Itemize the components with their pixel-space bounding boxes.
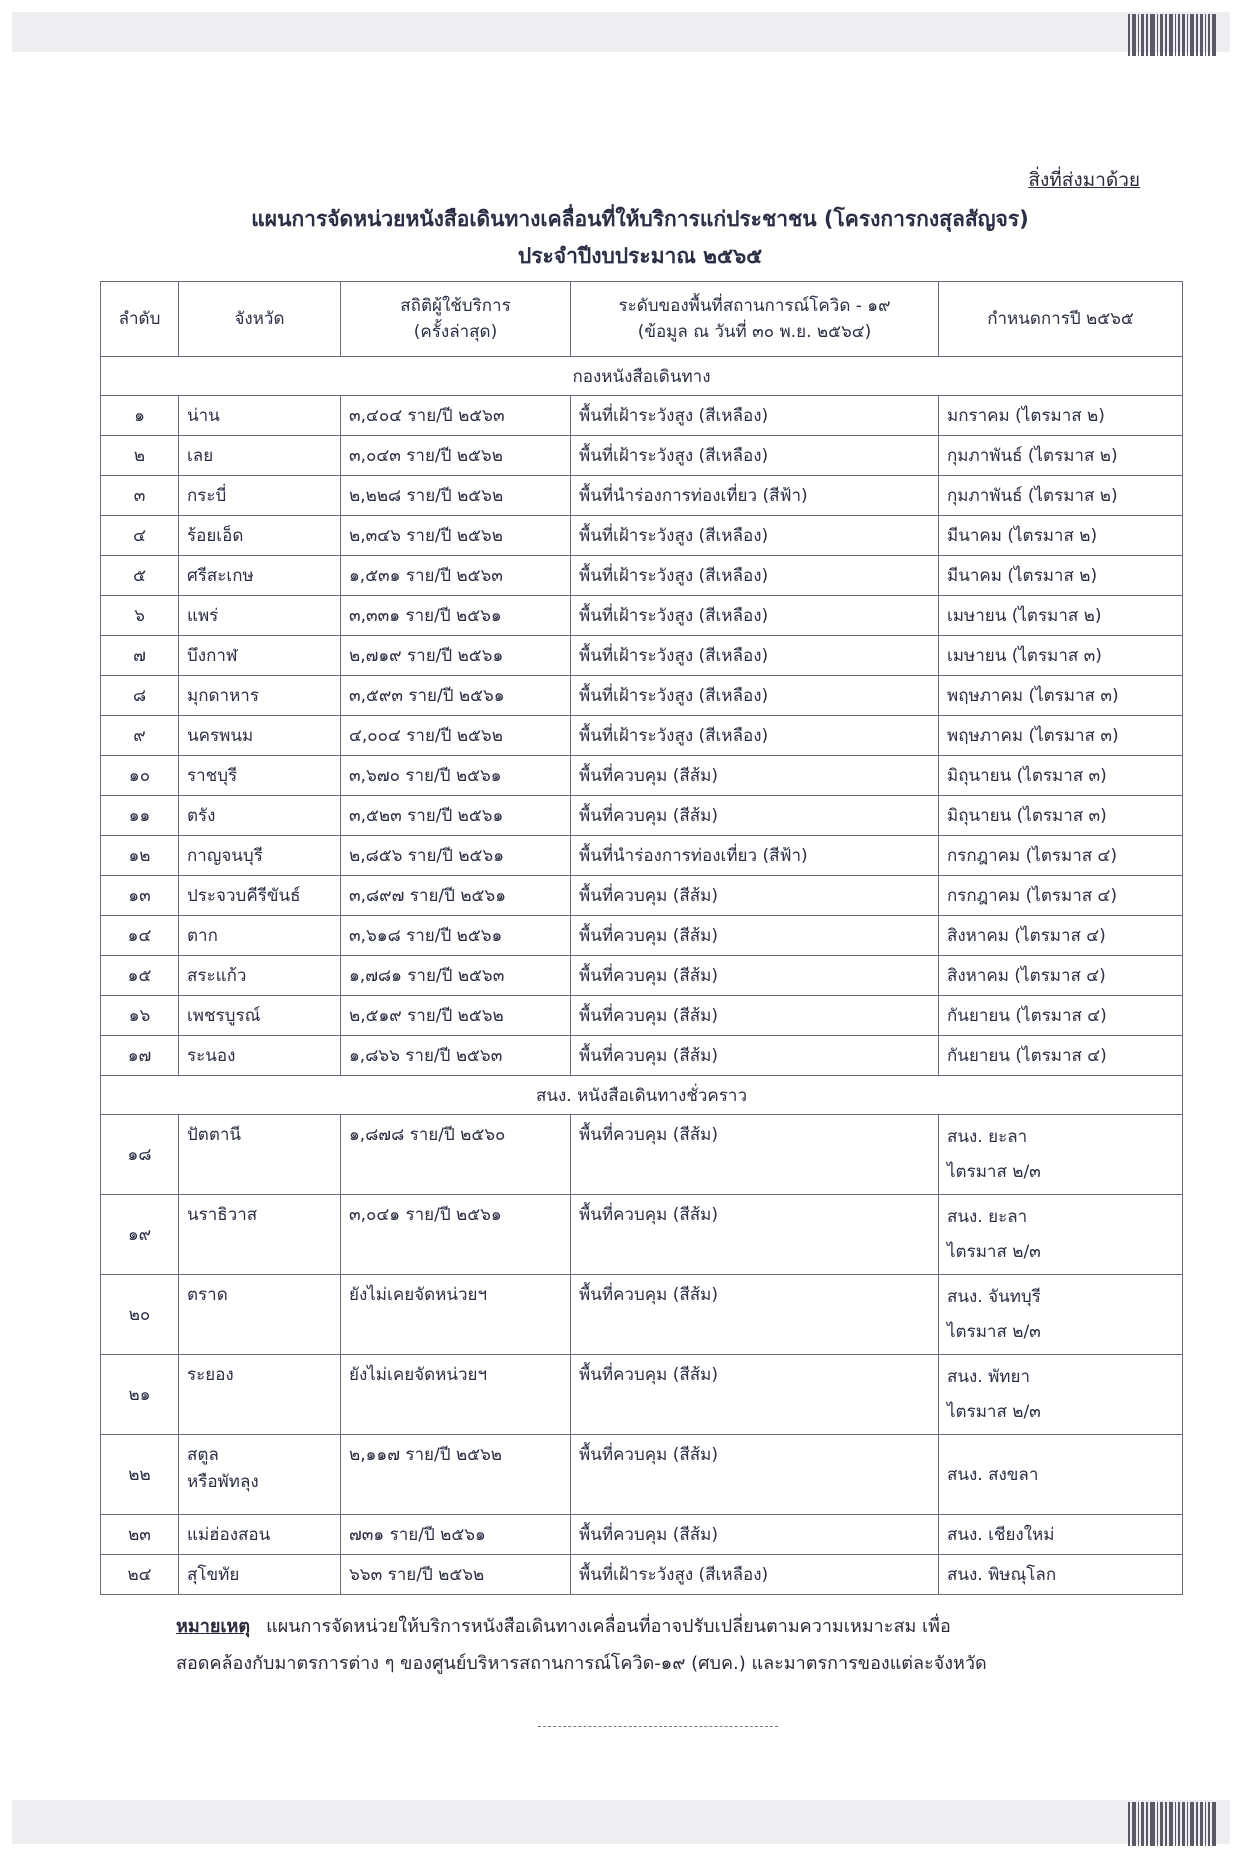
cell-no: ๙ <box>101 716 179 756</box>
cell-province: กระบี่ <box>179 476 341 516</box>
cell-no: ๔ <box>101 516 179 556</box>
table-row <box>101 476 1183 516</box>
cell-province: ราชบุรี <box>179 756 341 796</box>
cell-stats: ๒,๓๔๖ ราย/ปี ๒๕๖๒ <box>341 516 571 556</box>
cell-stats: ๓,๓๓๑ ราย/ปี ๒๕๖๑ <box>341 596 571 636</box>
col-header-schedule: กำหนดการปี ๒๕๖๕ <box>939 282 1183 357</box>
cell-province: ปัตตานี <box>179 1115 341 1195</box>
cell-no: ๒ <box>101 436 179 476</box>
cell-no: ๒๔ <box>101 1555 179 1595</box>
cell-stats: ๒,๘๕๖ ราย/ปี ๒๕๖๑ <box>341 836 571 876</box>
cell-province: ระยอง <box>179 1355 341 1435</box>
cell-province <box>179 1435 341 1515</box>
cell-no: ๖ <box>101 596 179 636</box>
cell-no: ๑๓ <box>101 876 179 916</box>
province-alternate: หรือพัทลุง <box>187 1472 259 1492</box>
cell-schedule: มีนาคม (ไตรมาส ๒) <box>939 556 1183 596</box>
table-row <box>101 956 1183 996</box>
table-row <box>101 1115 1183 1195</box>
cell-no: ๑๔ <box>101 916 179 956</box>
cell-schedule: สิงหาคม (ไตรมาส ๔) <box>939 956 1183 996</box>
cell-schedule: พฤษภาคม (ไตรมาส ๓) <box>939 676 1183 716</box>
schedule-quarter: ไตรมาส ๒/๓ <box>947 1401 1041 1422</box>
cell-covid-area: พื้นที่ควบคุม (สีส้ม) <box>571 1275 939 1355</box>
cell-no: ๗ <box>101 636 179 676</box>
cell-no: ๓ <box>101 476 179 516</box>
cell-covid-area: พื้นที่เฝ้าระวังสูง (สีเหลือง) <box>571 516 939 556</box>
cell-stats: ๒,๑๑๗ ราย/ปี ๒๕๖๒ <box>341 1435 571 1515</box>
cell-no: ๑๖ <box>101 996 179 1036</box>
cell-province: ตราด <box>179 1275 341 1355</box>
table-row <box>101 436 1183 476</box>
footnote-label: หมายเหตุ <box>176 1616 251 1637</box>
cell-schedule: กุมภาพันธ์ (ไตรมาส ๒) <box>939 476 1183 516</box>
col-header-stats-line2: (ครั้งล่าสุด) <box>413 322 498 342</box>
cell-province: ตาก <box>179 916 341 956</box>
cell-province: ตรัง <box>179 796 341 836</box>
table-row <box>101 1515 1183 1555</box>
cell-schedule: กรกฎาคม (ไตรมาส ๔) <box>939 876 1183 916</box>
scan-border-bottom <box>12 1800 1230 1844</box>
cell-no: ๑๗ <box>101 1036 179 1076</box>
cell-province: แพร่ <box>179 596 341 636</box>
cell-province: น่าน <box>179 396 341 436</box>
footer-divider <box>538 1726 778 1727</box>
cell-no: ๘ <box>101 676 179 716</box>
cell-schedule: กันยายน (ไตรมาส ๔) <box>939 1036 1183 1076</box>
cell-schedule: สนง. พิษณุโลก <box>939 1555 1183 1595</box>
table-row <box>101 996 1183 1036</box>
cell-province: นราธิวาส <box>179 1195 341 1275</box>
cell-stats: ๓,๕๒๓ ราย/ปี ๒๕๖๑ <box>341 796 571 836</box>
cell-schedule <box>939 1275 1183 1355</box>
cell-covid-area: พื้นที่ควบคุม (สีส้ม) <box>571 1435 939 1515</box>
table-row <box>101 516 1183 556</box>
cell-no: ๑๒ <box>101 836 179 876</box>
cell-stats: ๓,๘๙๗ ราย/ปี ๒๕๖๑ <box>341 876 571 916</box>
cell-province: ศรีสะเกษ <box>179 556 341 596</box>
cell-province: บึงกาฬ <box>179 636 341 676</box>
cell-stats: ยังไม่เคยจัดหน่วยฯ <box>341 1275 571 1355</box>
cell-province: นครพนม <box>179 716 341 756</box>
cell-covid-area: พื้นที่ควบคุม (สีส้ม) <box>571 1515 939 1555</box>
table-row <box>101 796 1183 836</box>
enclosure-label: สิ่งที่ส่งมาด้วย <box>1028 169 1140 191</box>
cell-no: ๑๑ <box>101 796 179 836</box>
province-primary: สตูล <box>187 1445 219 1465</box>
cell-schedule: กุมภาพันธ์ (ไตรมาส ๒) <box>939 436 1183 476</box>
plan-table <box>100 281 1183 1595</box>
cell-schedule: มิถุนายน (ไตรมาส ๓) <box>939 796 1183 836</box>
cell-province: มุกดาหาร <box>179 676 341 716</box>
cell-no: ๑ <box>101 396 179 436</box>
cell-province: กาญจนบุรี <box>179 836 341 876</box>
table-row <box>101 876 1183 916</box>
schedule-quarter: ไตรมาส ๒/๓ <box>947 1161 1041 1182</box>
schedule-office: สนง. ยะลา <box>947 1126 1028 1147</box>
cell-covid-area: พื้นที่ควบคุม (สีส้ม) <box>571 876 939 916</box>
cell-stats: ๒,๗๑๙ ราย/ปี ๒๕๖๑ <box>341 636 571 676</box>
footnote <box>176 1608 1186 1682</box>
cell-stats: ๓,๖๑๘ ราย/ปี ๒๕๖๑ <box>341 916 571 956</box>
cell-covid-area: พื้นที่ควบคุม (สีส้ม) <box>571 1115 939 1195</box>
cell-province: ประจวบคีรีขันธ์ <box>179 876 341 916</box>
schedule-office: สนง. พัทยา <box>947 1366 1031 1387</box>
cell-schedule: มกราคม (ไตรมาส ๒) <box>939 396 1183 436</box>
cell-stats: ๖๖๓ ราย/ปี ๒๕๖๒ <box>341 1555 571 1595</box>
cell-stats: ๔,๐๐๔ ราย/ปี ๒๕๖๒ <box>341 716 571 756</box>
schedule-quarter: ไตรมาส ๒/๓ <box>947 1241 1041 1262</box>
table-row <box>101 1036 1183 1076</box>
cell-stats: ๓,๐๔๓ ราย/ปี ๒๕๖๒ <box>341 436 571 476</box>
cell-stats: ๒,๒๒๘ ราย/ปี ๒๕๖๒ <box>341 476 571 516</box>
col-header-covid-line1: ระดับของพื้นที่สถานการณ์โควิด - ๑๙ <box>618 296 891 316</box>
barcode-mark-bottom <box>1128 1802 1224 1846</box>
cell-covid-area: พื้นที่นำร่องการท่องเที่ยว (สีฟ้า) <box>571 476 939 516</box>
table-row <box>101 1355 1183 1435</box>
table-row <box>101 556 1183 596</box>
cell-covid-area: พื้นที่เฝ้าระวังสูง (สีเหลือง) <box>571 676 939 716</box>
cell-schedule: เมษายน (ไตรมาส ๓) <box>939 636 1183 676</box>
cell-stats: ๒,๕๑๙ ราย/ปี ๒๕๖๒ <box>341 996 571 1036</box>
cell-province: ร้อยเอ็ด <box>179 516 341 556</box>
section-title: กองหนังสือเดินทาง <box>101 357 1183 396</box>
table-row <box>101 396 1183 436</box>
cell-stats: ๑,๕๓๑ ราย/ปี ๒๕๖๓ <box>341 556 571 596</box>
cell-covid-area: พื้นที่เฝ้าระวังสูง (สีเหลือง) <box>571 436 939 476</box>
section-row-passport-division <box>101 357 1183 396</box>
cell-covid-area: พื้นที่เฝ้าระวังสูง (สีเหลือง) <box>571 396 939 436</box>
table-row <box>101 756 1183 796</box>
cell-covid-area: พื้นที่เฝ้าระวังสูง (สีเหลือง) <box>571 556 939 596</box>
col-header-no: ลำดับ <box>101 282 179 357</box>
cell-province: เลย <box>179 436 341 476</box>
cell-schedule <box>939 1355 1183 1435</box>
col-header-covid-area <box>571 282 939 357</box>
col-header-covid-line2: (ข้อมูล ณ วันที่ ๓๐ พ.ย. ๒๕๖๔) <box>637 322 872 342</box>
cell-no: ๒๒ <box>101 1435 179 1515</box>
cell-province: ระนอง <box>179 1036 341 1076</box>
col-header-province: จังหวัด <box>179 282 341 357</box>
cell-covid-area: พื้นที่ควบคุม (สีส้ม) <box>571 996 939 1036</box>
cell-stats: ๑,๗๘๑ ราย/ปี ๒๕๖๓ <box>341 956 571 996</box>
cell-schedule: สิงหาคม (ไตรมาส ๔) <box>939 916 1183 956</box>
cell-covid-area: พื้นที่ควบคุม (สีส้ม) <box>571 956 939 996</box>
cell-no: ๒๓ <box>101 1515 179 1555</box>
cell-schedule: มีนาคม (ไตรมาส ๒) <box>939 516 1183 556</box>
scan-border-top <box>12 12 1230 52</box>
cell-stats: ๓,๐๔๑ ราย/ปี ๒๕๖๑ <box>341 1195 571 1275</box>
cell-no: ๑๐ <box>101 756 179 796</box>
cell-covid-area: พื้นที่ควบคุม (สีส้ม) <box>571 916 939 956</box>
col-header-stats-line1: สถิติผู้ใช้บริการ <box>400 296 511 316</box>
table-row <box>101 596 1183 636</box>
document-title: แผนการจัดหน่วยหนังสือเดินทางเคลื่อนที่ให้บริการแก่ประชาชน (โครงการกงสุลสัญจร) <box>251 207 1029 231</box>
cell-no: ๑๙ <box>101 1195 179 1275</box>
cell-covid-area: พื้นที่ควบคุม (สีส้ม) <box>571 1036 939 1076</box>
cell-province: สุโขทัย <box>179 1555 341 1595</box>
cell-stats: ๑,๘๖๖ ราย/ปี ๒๕๖๓ <box>341 1036 571 1076</box>
cell-covid-area: พื้นที่เฝ้าระวังสูง (สีเหลือง) <box>571 596 939 636</box>
cell-covid-area: พื้นที่เฝ้าระวังสูง (สีเหลือง) <box>571 716 939 756</box>
cell-covid-area: พื้นที่ควบคุม (สีส้ม) <box>571 1195 939 1275</box>
cell-stats: ๓,๕๙๓ ราย/ปี ๒๕๖๑ <box>341 676 571 716</box>
section-row-temporary-passport-office <box>101 1076 1183 1115</box>
table-row <box>101 636 1183 676</box>
cell-schedule: สนง. เชียงใหม่ <box>939 1515 1183 1555</box>
cell-stats: ๓,๔๐๔ ราย/ปี ๒๕๖๓ <box>341 396 571 436</box>
table-row <box>101 1435 1183 1515</box>
table-row <box>101 676 1183 716</box>
cell-no: ๒๐ <box>101 1275 179 1355</box>
cell-covid-area: พื้นที่ควบคุม (สีส้ม) <box>571 796 939 836</box>
cell-schedule: เมษายน (ไตรมาส ๒) <box>939 596 1183 636</box>
cell-covid-area: พื้นที่เฝ้าระวังสูง (สีเหลือง) <box>571 636 939 676</box>
cell-schedule: พฤษภาคม (ไตรมาส ๓) <box>939 716 1183 756</box>
table-row <box>101 1275 1183 1355</box>
cell-covid-area: พื้นที่เฝ้าระวังสูง (สีเหลือง) <box>571 1555 939 1595</box>
table-row <box>101 836 1183 876</box>
document-subtitle: ประจำปีงบประมาณ ๒๕๖๕ <box>517 244 763 268</box>
cell-province: แม่ฮ่องสอน <box>179 1515 341 1555</box>
schedule-office: สนง. ยะลา <box>947 1206 1028 1227</box>
cell-covid-area: พื้นที่ควบคุม (สีส้ม) <box>571 1355 939 1435</box>
col-header-stats <box>341 282 571 357</box>
cell-no: ๑๘ <box>101 1115 179 1195</box>
footnote-text-line2: สอดคล้องกับมาตรการต่าง ๆ ของศูนย์บริหารสถานการณ์โควิด-๑๙ (ศบค.) และมาตรการของแต่ละจังหวัด <box>176 1653 987 1674</box>
cell-schedule: มิถุนายน (ไตรมาส ๓) <box>939 756 1183 796</box>
cell-province: เพชรบูรณ์ <box>179 996 341 1036</box>
cell-schedule: กรกฎาคม (ไตรมาส ๔) <box>939 836 1183 876</box>
schedule-quarter: ไตรมาส ๒/๓ <box>947 1321 1041 1342</box>
table-row <box>101 916 1183 956</box>
table-row <box>101 1195 1183 1275</box>
cell-covid-area: พื้นที่นำร่องการท่องเที่ยว (สีฟ้า) <box>571 836 939 876</box>
cell-covid-area: พื้นที่ควบคุม (สีส้ม) <box>571 756 939 796</box>
section-title: สนง. หนังสือเดินทางชั่วคราว <box>101 1076 1183 1115</box>
cell-no: ๕ <box>101 556 179 596</box>
footnote-line1 <box>176 1608 1186 1645</box>
cell-stats: ๓,๖๗๐ ราย/ปี ๒๕๖๑ <box>341 756 571 796</box>
table-row <box>101 1555 1183 1595</box>
cell-province: สระแก้ว <box>179 956 341 996</box>
barcode-mark-top <box>1128 14 1224 56</box>
cell-stats: ๗๓๑ ราย/ปี ๒๕๖๑ <box>341 1515 571 1555</box>
cell-schedule: กันยายน (ไตรมาส ๔) <box>939 996 1183 1036</box>
cell-no: ๑๕ <box>101 956 179 996</box>
cell-schedule: สนง. สงขลา <box>939 1435 1183 1515</box>
cell-stats: ๑,๘๗๘ ราย/ปี ๒๕๖๐ <box>341 1115 571 1195</box>
cell-schedule <box>939 1195 1183 1275</box>
cell-schedule <box>939 1115 1183 1195</box>
table-header-row <box>101 282 1183 357</box>
table-row <box>101 716 1183 756</box>
cell-no: ๒๑ <box>101 1355 179 1435</box>
cell-stats: ยังไม่เคยจัดหน่วยฯ <box>341 1355 571 1435</box>
schedule-office: สนง. จันทบุรี <box>947 1286 1041 1307</box>
footnote-text-line1: แผนการจัดหน่วยให้บริการหนังสือเดินทางเคลื่อนที่อาจปรับเปลี่ยนตามความเหมาะสม เพื่อ <box>266 1616 951 1637</box>
